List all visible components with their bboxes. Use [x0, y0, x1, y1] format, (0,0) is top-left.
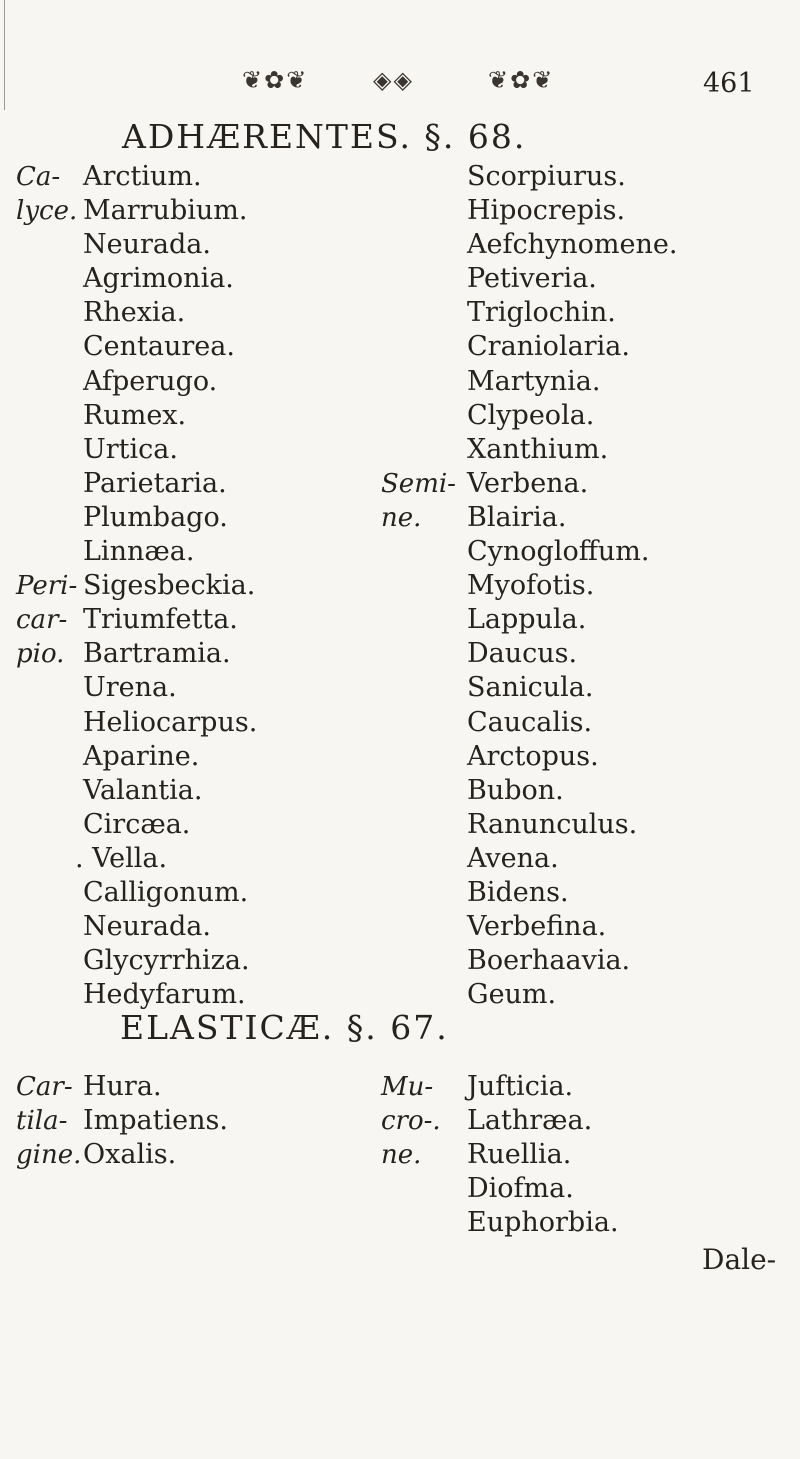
list-item: Jufticia. [467, 1071, 574, 1102]
list-item: Avena. [467, 842, 559, 874]
header-ornament-left: ❦✿❦ [242, 66, 309, 94]
list-item: Verbena. [467, 467, 589, 499]
list-item: Lappula. [467, 604, 587, 636]
list-item: Hura. [83, 1071, 162, 1102]
catchword: Dale- [702, 1243, 777, 1276]
list-item: Hipocrepis. [467, 195, 626, 227]
list-item: Linnæa. [83, 536, 195, 568]
list-item: Plumbago. [83, 501, 228, 533]
margin-line: Semi- [381, 469, 456, 499]
list-item: Sanicula. [467, 672, 594, 704]
list-item: Urena. [83, 672, 177, 704]
page-edge-rule [4, 0, 5, 110]
list-item: Triglochin. [467, 297, 616, 329]
page-number: 461 [703, 68, 755, 99]
margin-line: gine. [16, 1140, 82, 1171]
list-item: Ranunculus. [467, 808, 638, 840]
list-item: Clypeola. [467, 399, 595, 431]
list-item: Glycyrrhiza. [83, 945, 250, 977]
elasticae-list-right [467, 1070, 619, 1240]
section-title: ADHÆRENTES. §. 68. [122, 117, 527, 156]
list-item: Rhexia. [83, 297, 186, 329]
section-heading-elasticae: ELASTICÆ. §. 67. [120, 1008, 449, 1047]
list-item: Daucus. [467, 638, 578, 670]
header-ornament-center: ◈◈ [373, 66, 414, 94]
list-item: Calligonum. [83, 876, 249, 908]
list-item: Neurada. [83, 229, 211, 261]
list-item: Aefchynomene. [467, 229, 678, 261]
list-item: Rumex. [83, 399, 187, 431]
list-item: Bartramia. [83, 638, 231, 670]
list-item: Cynogloffum. [467, 536, 650, 568]
list-item: Lathræa. [467, 1105, 593, 1137]
list-item: Parietaria. [83, 467, 227, 499]
margin-note-mucrone [381, 1070, 441, 1172]
margin-line: Peri- [16, 571, 78, 601]
list-item: Ruellia. [467, 1139, 572, 1171]
list-item: . Vella. [75, 842, 168, 874]
list-item: Xanthium. [467, 433, 609, 465]
list-item: Scorpiurus. [467, 161, 626, 192]
list-item: Arctopus. [467, 740, 599, 772]
genera-list-left [75, 160, 258, 1012]
list-item: Myofotis. [467, 570, 595, 602]
list-item: Impatiens. [83, 1105, 228, 1137]
list-item: Boerhaavia. [467, 945, 631, 977]
list-item: Afperugo. [83, 365, 218, 397]
list-item: Aparine. [83, 740, 200, 772]
list-item: Urtica. [83, 433, 178, 465]
margin-line: pio. [16, 639, 65, 670]
list-item: Bubon. [467, 774, 564, 806]
header-ornament-right: ❦✿❦ [488, 66, 555, 94]
margin-line: Ca- [16, 162, 61, 192]
list-item: Verbefina. [467, 911, 607, 943]
margin-note-cartilagine [16, 1070, 81, 1172]
margin-line: tila- [16, 1106, 68, 1137]
margin-line: car- [16, 605, 68, 636]
margin-line: Mu- [381, 1072, 434, 1102]
list-item: Valantia. [83, 774, 203, 806]
list-item: Triumfetta. [83, 604, 238, 636]
list-item: Craniolaria. [467, 331, 630, 363]
list-item: Neurada. [83, 911, 211, 943]
list-item: Blairia. [467, 501, 567, 533]
list-item: Marrubium. [83, 195, 248, 227]
list-item: Bidens. [467, 876, 569, 908]
margin-note-calyce [16, 160, 77, 228]
margin-note-pericarpio [16, 569, 77, 671]
list-item: Circæa. [83, 808, 191, 840]
list-item: Caucalis. [467, 706, 593, 738]
margin-line: cro-. [381, 1106, 441, 1137]
margin-line: Car- [16, 1072, 73, 1102]
margin-line: ne. [381, 1140, 422, 1171]
list-item: Sigesbeckia. [83, 570, 256, 602]
genera-list-right [467, 160, 677, 1012]
margin-line: lyce. [16, 196, 78, 227]
list-item: Oxalis. [83, 1139, 177, 1171]
list-item: Petiveria. [467, 263, 597, 295]
list-item: Martynia. [467, 365, 601, 397]
list-item: Arctium. [83, 161, 202, 192]
list-item: Hedyfarum. [83, 979, 246, 1011]
list-item: Centaurea. [83, 331, 235, 363]
elasticae-list-left [83, 1070, 228, 1172]
margin-line: ne. [381, 503, 422, 534]
margin-note-semine [381, 467, 456, 535]
list-item: Geum. [467, 979, 557, 1011]
list-item: Agrimonia. [83, 263, 234, 295]
list-item: Heliocarpus. [83, 706, 258, 738]
list-item: Euphorbia. [467, 1207, 619, 1239]
list-item: Diofma. [467, 1173, 574, 1205]
